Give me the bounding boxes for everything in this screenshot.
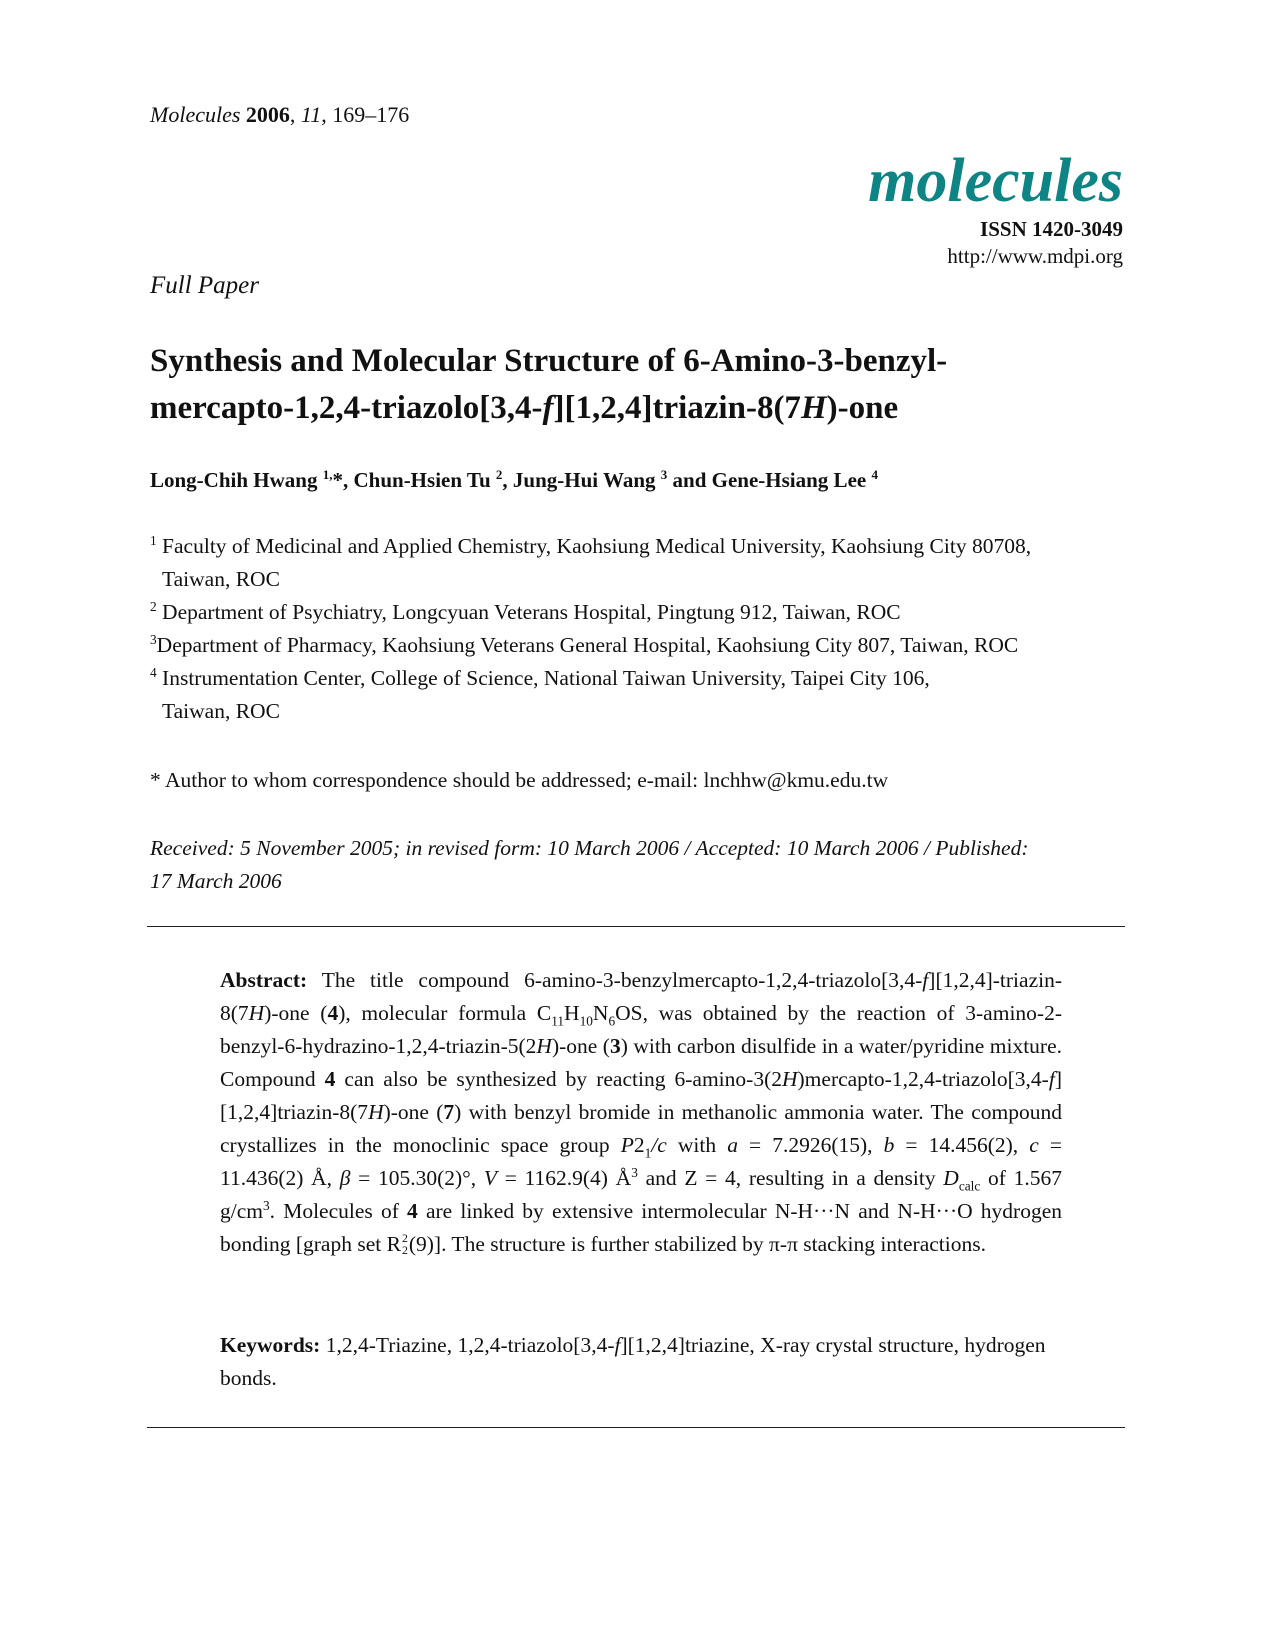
keywords: Keywords: 1,2,4-Triazine, 1,2,4-triazolo[3,4-f][1,2,4]triazine, X-ray crystal structure, hydrogen bonds. — [220, 1333, 1046, 1390]
divider-bottom — [147, 1427, 1125, 1428]
author-name: Long-Chih Hwang — [150, 468, 318, 492]
journal-citation: Molecules 2006, 11, 169–176 — [150, 102, 410, 127]
corresponding-mark: * — [332, 468, 343, 492]
keywords-label: Keywords: — [220, 1333, 321, 1357]
journal-url[interactable]: http://www.mdpi.org — [947, 244, 1123, 268]
affiliation-4: $^4$ Instrumentation Center, College of Science, National Taiwan University, Taipei City 106, — [150, 664, 930, 690]
journal-logo: molecules — [868, 147, 1123, 215]
affiliation-1: $^1$ Faculty of Medicinal and Applied Chemistry, Kaohsiung Medical University, Kaohsiung City 80708, — [150, 532, 1032, 558]
article-type: Full Paper — [150, 272, 260, 299]
journal-year: 2006 — [245, 102, 290, 127]
affiliation-4-cont: Taiwan, ROC — [162, 699, 280, 723]
affiliation-3: $^3$Department of Pharmacy, Kaohsiung Veterans General Hospital, Kaohsiung City 807, Taiwan, ROC — [150, 631, 1019, 657]
journal-volume: 11 — [300, 102, 322, 127]
author-affil-sup: 1, — [322, 467, 333, 482]
journal-name: Molecules — [150, 102, 241, 127]
author-name: Gene-Hsiang Lee — [711, 468, 867, 492]
publication-history: Received: 5 November 2005; in revised form: 10 March 2006 / Accepted: 10 March 2006 / Published: 17 March 2006 — [150, 836, 1029, 893]
affiliation-2: $^2$ Department of Psychiatry, Longcyuan Veterans Hospital, Pingtung 912, Taiwan, ROC — [150, 598, 901, 624]
affiliation-list — [150, 530, 1140, 728]
author-name: Chun-Hsien Tu — [353, 468, 491, 492]
author-list: Long-Chih Hwang $^{1,}$*, Chun-Hsien Tu $^2$, Jung-Hui Wang $^3$ and Gene-Hsiang Lee $^4$ — [150, 467, 878, 492]
correspondence-note: * Author to whom correspondence should be addressed; e-mail: lnchhw@kmu.edu.tw — [150, 768, 889, 792]
author-affil-sup: 2 — [495, 467, 503, 482]
graph-set-indices: 2 2 — [401, 1230, 408, 1258]
title-line-1: Synthesis and Molecular Structure of 6-Amino-3-benzyl- — [150, 343, 948, 379]
abstract-label: Abstract: — [220, 968, 308, 992]
divider-top — [147, 926, 1125, 927]
author-affil-sup: 4 — [871, 467, 878, 482]
issn: ISSN 1420-3049 — [980, 217, 1123, 241]
paper-title — [150, 338, 1150, 432]
affiliation-1-cont: Taiwan, ROC — [162, 567, 280, 591]
author-affil-sup: 3 — [660, 467, 668, 482]
abstract: Abstract: The title compound 6-amino-3-benzylmercapto-1,2,4-triazolo[3,4-f][1,2,4]-triazin-8(7H)-one (4), molecular formula $C_{11}H_{10}N_6OS$, was obtained by the reaction of 3-amino-2-benzyl-6-hydrazino-1,2,4-triazin-5(2H)-one (3) with carbon disulfide in a water/pyridine mixture. Compound 4 can also be synthesized by reacting 6-amino-3(2H)mercapto-1,2,4-triazolo[3,4-f][1,2,4]triazin-8(7H)-one (7) with benzyl bromide in methanolic ammonia water. The compound crystallizes in the monoclinic space group $P2_1/c$ with a = 7.2926(15), b = 14.456(2), c = 11.436(2) Å, β = 105.30(2)°, V = 1162.9(4) $Å^3$ and Z = 4, resulting in a density $D_{calc}$ of 1.567 $g/cm^3$. Molecules of 4 are linked by extensive intermolecular N-H···N and N-H···O hydrogen bonding [graph set R 2 2 (9)]. The structure is further stabilized by π-π stacking interactions. — [220, 968, 1063, 1258]
journal-pages: 169–176 — [332, 102, 410, 127]
author-name: Jung-Hui Wang — [512, 468, 656, 492]
title-line-2: mercapto-1,2,4-triazolo[3,4-f][1,2,4]triazin-8(7H)-one — [150, 390, 899, 426]
